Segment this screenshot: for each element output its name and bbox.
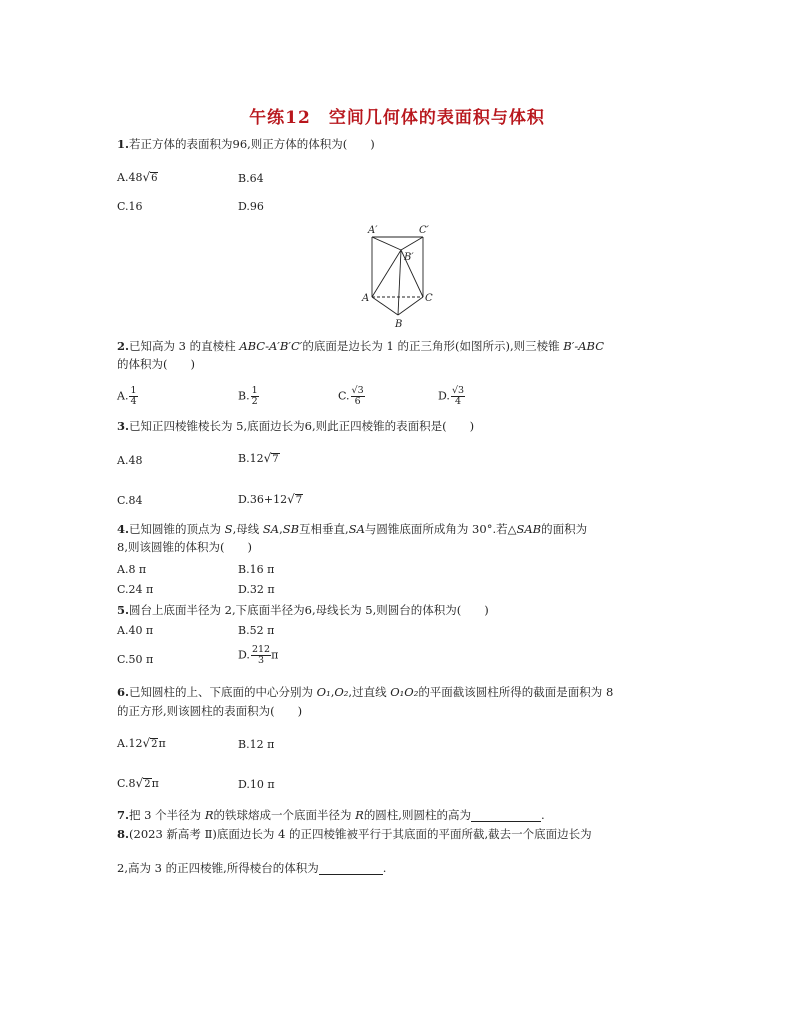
- option-a[interactable]: A.48: [117, 454, 143, 467]
- answer-blank[interactable]: [319, 862, 383, 875]
- option-c[interactable]: C.84: [117, 494, 143, 507]
- option-d[interactable]: D.32 π: [238, 583, 275, 596]
- option-c[interactable]: C.50 π: [117, 653, 154, 666]
- question-4: 4.已知圆锥的顶点为 S,母线 SA,SB互相垂直,SA与圆锥底面所成角为 30°.若△SAB的面积为: [117, 522, 588, 536]
- question-8: 8.(2023 新高考 Ⅱ)底面边长为 4 的正四棱锥被平行于其底面的平面所截,截去一个底面边长为: [117, 827, 592, 841]
- page-title: 午练12 空间几何体的表面积与体积: [249, 108, 545, 128]
- option-b[interactable]: B.16 π: [238, 563, 275, 576]
- option-a[interactable]: A.12√2π: [117, 736, 166, 750]
- option-b[interactable]: B.52 π: [238, 624, 275, 637]
- question-text: 若正方体的表面积为96,则正方体的体积为( ): [129, 137, 375, 151]
- option-c[interactable]: C.24 π: [117, 583, 154, 596]
- question-7: 7.把 3 个半径为 R的铁球熔成一个底面半径为 R的圆柱,则圆柱的高为 .: [117, 808, 545, 822]
- option-a[interactable]: A.48√6: [117, 170, 158, 184]
- question-1: [117, 137, 375, 151]
- question-2: 2.已知高为 3 的直棱柱 ABC-A′B′C′的底面是边长为 1 的正三角形(如图所示),则三棱锥 B′-ABC: [117, 339, 604, 353]
- option-c[interactable]: C.16: [117, 200, 143, 213]
- option-d[interactable]: D.36+12√7: [238, 492, 303, 506]
- label-c-prime: C′: [419, 225, 429, 236]
- option-b[interactable]: B.12 π: [238, 738, 275, 751]
- option-d[interactable]: D. $\frac{√3}{4}$: [438, 385, 465, 407]
- question-5: 5.圆台上底面半径为 2,下底面半径为6,母线长为 5,则圆台的体积为( ): [117, 603, 489, 617]
- question-3: 3.已知正四棱锥棱长为 5,底面边长为6,则此正四棱锥的表面积是( ): [117, 419, 475, 433]
- option-d[interactable]: D. $\frac{212}{3}$ π: [238, 644, 279, 666]
- option-a[interactable]: A.40 π: [117, 624, 154, 637]
- question-4-line-2: 8,则该圆锥的体积为( ): [117, 540, 252, 554]
- option-a[interactable]: A.8 π: [117, 563, 147, 576]
- label-b: B: [395, 319, 403, 330]
- prism-figure: [358, 220, 438, 332]
- label-b-prime: B′: [404, 252, 414, 263]
- question-6-line-2: 的正方形,则该圆柱的表面积为( ): [117, 704, 303, 718]
- question-2-line-2: 的体积为( ): [117, 357, 195, 371]
- option-d[interactable]: D.10 π: [238, 778, 275, 791]
- label-a: A: [362, 293, 370, 304]
- label-a-prime: A′: [368, 225, 378, 236]
- question-8-line-2: 2,高为 3 的正四棱锥,所得棱台的体积为 .: [117, 861, 387, 875]
- question-number: 1.: [117, 137, 130, 151]
- option-b[interactable]: B.64: [238, 172, 264, 185]
- option-d[interactable]: D.96: [238, 200, 264, 213]
- label-c: C: [425, 293, 433, 304]
- option-b[interactable]: B. $\frac{1}{2}$: [238, 385, 258, 407]
- answer-blank[interactable]: [471, 809, 541, 822]
- option-c[interactable]: C. $\frac{√3}{6}$: [338, 385, 364, 407]
- option-c[interactable]: C.8√2π: [117, 776, 159, 790]
- option-b[interactable]: B.12√7: [238, 451, 279, 465]
- option-a[interactable]: A. $\frac{1}{4}$: [117, 385, 137, 407]
- question-6: 6.已知圆柱的上、下底面的中心分别为 O₁,O₂,过直线 O₁O₂的平面截该圆柱所得的截面是面积为 8: [117, 685, 614, 699]
